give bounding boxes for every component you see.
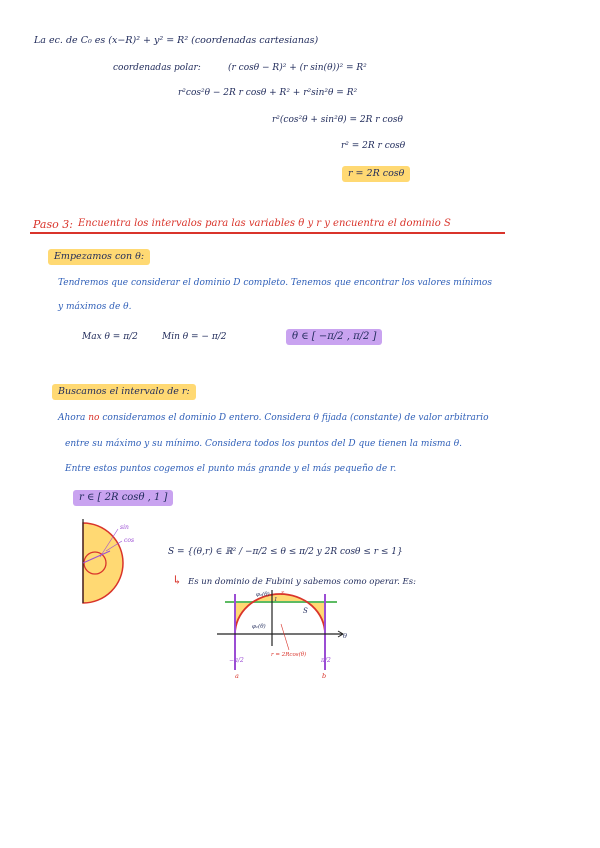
s-label: S xyxy=(303,607,308,615)
r-interval: r ∈ [ 2R cosθ , 1 ] xyxy=(73,490,173,506)
r-text-line-1: Ahora no consideramos el dominio D entero. Considera θ fijada (constante) de valor arbitrario xyxy=(58,413,489,423)
half-disk-region xyxy=(83,523,123,603)
curve-label: r = 2Rcos(θ) xyxy=(271,652,307,658)
domain-set: S = {(θ,r) ∈ ℝ² / −π/2 ≤ θ ≤ π/2 y 2R cosθ ≤ r ≤ 1} xyxy=(168,547,403,557)
r-text-line-2: entre su máximo y su mínimo. Considera todos los puntos del D que tienen la misma θ. xyxy=(65,439,462,449)
polar-equation: (r cosθ − R)² + (r sin(θ))² = R² xyxy=(228,63,367,73)
r-axis-label: r xyxy=(281,590,284,597)
paso3-label: Paso 3: xyxy=(33,218,73,231)
theta-axis-label: θ xyxy=(343,632,347,640)
intro-line-1: La ec. de C₀ es (x−R)² + y² = R² (coordenadas cartesianas) xyxy=(34,35,319,46)
b-label: b xyxy=(322,672,327,680)
derivation-step-1: r²cos²θ − 2R r cosθ + R² + r²sin²θ = R² xyxy=(178,88,358,98)
theta-text-line-2: y máximos de θ. xyxy=(58,302,132,312)
curve-pointer xyxy=(281,624,289,650)
theta-min: Min θ = − π/2 xyxy=(162,332,227,342)
region-s xyxy=(235,594,325,634)
figure-domain-s xyxy=(215,590,355,680)
theta-heading: Empezamos con θ: xyxy=(48,249,150,265)
one-label: 1 xyxy=(274,597,278,603)
r-text-line-3: Entre estos puntos cogemos el punto más grande y el más pequeño de r. xyxy=(65,464,397,474)
figure-half-disk xyxy=(60,515,183,615)
paso3-title: Encuentra los intervalos para las variables θ y r y encuentra el dominio S xyxy=(78,218,451,229)
r-text-no: no xyxy=(88,413,100,423)
r-heading: Buscamos el intervalo de r: xyxy=(52,384,196,400)
a-label: a xyxy=(235,672,239,680)
sin-label: sin xyxy=(120,524,129,531)
derivation-step-3: r² = 2R r cosθ xyxy=(341,141,406,151)
theta-interval: θ ∈ [ −π/2 , π/2 ] xyxy=(286,329,382,345)
theta-text-line-1: Tendremos que considerar el dominio D completo. Tenemos que encontrar los valores mínimos xyxy=(58,278,492,288)
arrow-icon: ↳ xyxy=(172,573,183,587)
phi-bottom-label: φ₁(θ) xyxy=(252,624,266,630)
paso3-underline xyxy=(30,232,505,234)
cos-label: cos xyxy=(124,537,135,544)
left-tick-label: −π/2 xyxy=(229,657,244,664)
result-highlight: r = 2R cosθ xyxy=(342,166,410,182)
polar-label: coordenadas polar: xyxy=(113,63,201,73)
phi-top-label: φ₂(θ) xyxy=(256,592,270,598)
right-tick-label: π/2 xyxy=(321,657,331,664)
fubini-note: Es un dominio de Fubini y sabemos como operar. Es: xyxy=(188,577,416,587)
derivation-step-2: r²(cos²θ + sin²θ) = 2R r cosθ xyxy=(272,115,403,125)
theta-max: Max θ = π/2 xyxy=(82,332,138,342)
